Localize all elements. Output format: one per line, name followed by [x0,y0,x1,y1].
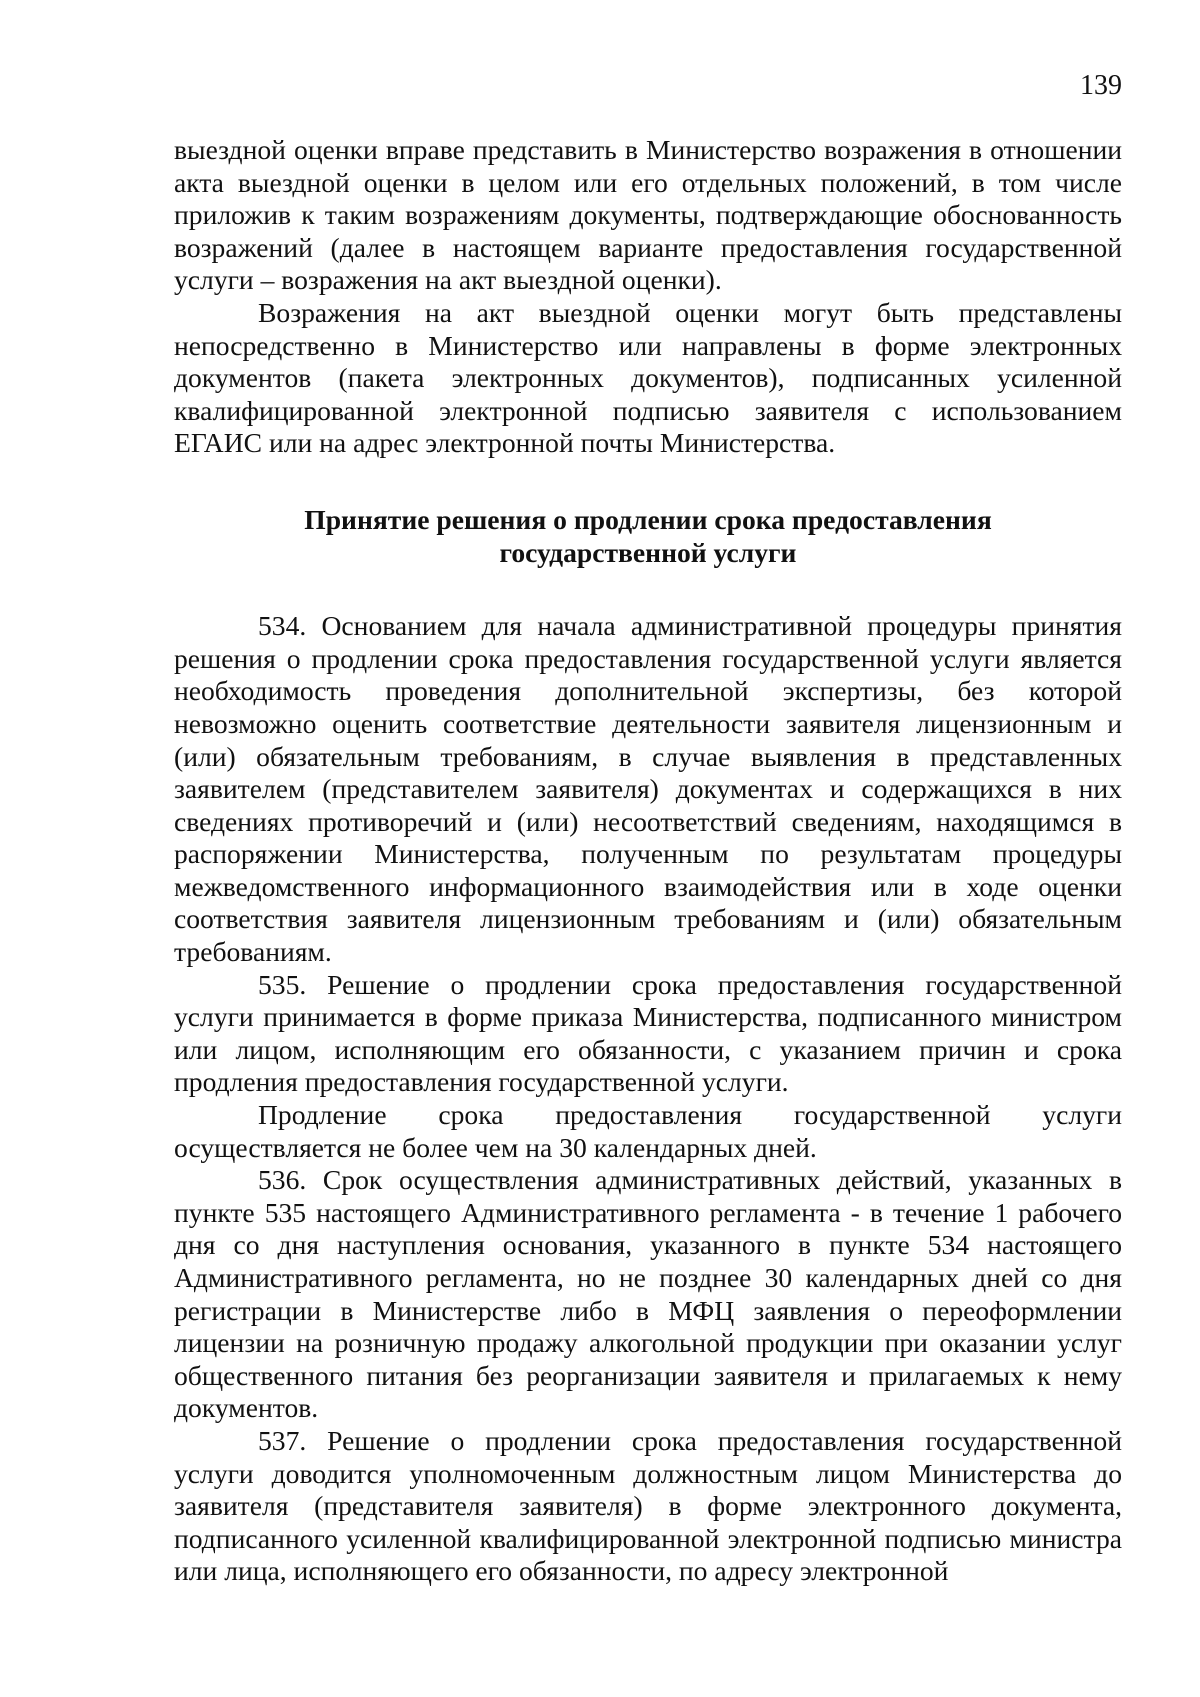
section-heading-line-2: государственной услуги [499,536,797,568]
page-number: 139 [1080,70,1122,101]
document-body [174,134,1122,1588]
section-heading-line-1: Принятие решения о продлении срока предоставления [304,503,992,535]
paragraph-536: 536. Срок осуществления административных действий, указанных в пункте 535 настоящего Административного регламента - в течение 1 рабочего дня со дня наступления основания, указанного в пункте 534 настоящего Административного регламента, но не позднее 30 календарных дней со дня регистрации в Министерстве либо в МФЦ заявления о переоформлении лицензии на розничную продажу алкогольной продукции при оказании услуг общественного питания без реорганизации заявителя и прилагаемых к нему документов. [174,1164,1122,1424]
section-heading [174,504,1122,569]
paragraph-extension: Продление срока предоставления государственной услуги осуществляется не более чем на 30 календарных дней. [174,1099,1122,1163]
paragraph-534: 534. Основанием для начала административной процедуры принятия решения о продлении срока предоставления государственной услуги является необходимость проведения дополнительной экспертизы, без которой невозможно оценить соответствие деятельности заявителя лицензионным и (или) обязательным требованиям, в случае выявления в представленных заявителем (представителем заявителя) документах и содержащихся в них сведениях противоречий и (или) несоответствий сведениям, находящимся в распоряжении Министерства, полученным по результатам процедуры межведомственного информационного взаимодействия или в ходе оценки соответствия заявителя лицензионным требованиям и (или) обязательным требованиям. [174,610,1122,968]
paragraph-535: 535. Решение о продлении срока предоставления государственной услуги принимается в форме приказа Министерства, подписанного министром или лицом, исполняющим его обязанности, с указанием причин и срока продления предоставления государственной услуги. [174,968,1122,1098]
paragraph-continuation: выездной оценки вправе представить в Министерство возражения в отношении акта выездной оценки в целом или его отдельных положений, в том числе приложив к таким возражениям документы, подтверждающие обоснованность возражений (далее в настоящем варианте предоставления государственной услуги – возражения на акт выездной оценки). [174,134,1122,296]
paragraph-537: 537. Решение о продлении срока предоставления государственной услуги доводится уполномоченным должностным лицом Министерства до заявителя (представителя заявителя) в форме электронного документа, подписанного усиленной квалифицированной электронной подписью министра или лица, исполняющего его обязанности, по адресу электронной [174,1424,1122,1587]
paragraph-objections: Возражения на акт выездной оценки могут быть представлены непосредственно в Министерство или направлены в форме электронных документов (пакета электронных документов), подписанных усиленной квалифицированной электронной подписью заявителя с использованием ЕГАИС или на адрес электронной почты Министерства. [174,296,1122,459]
